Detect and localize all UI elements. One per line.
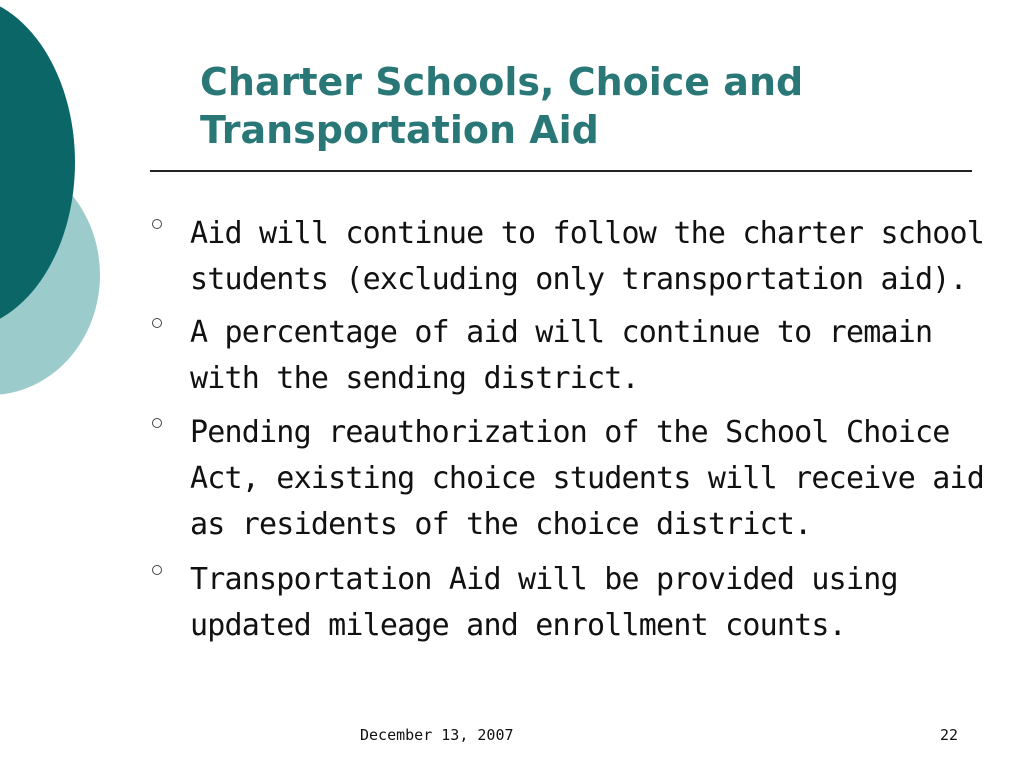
slide-title-line-1: Charter Schools, Choice and	[200, 60, 804, 104]
bullet-line: A percentage of aid will continue to remain	[190, 315, 933, 350]
bullet-line: Aid will continue to follow the charter school	[190, 216, 985, 251]
slide-title	[200, 58, 803, 154]
bullet-text	[190, 557, 898, 649]
bullet-circle-icon	[152, 565, 162, 575]
bullet-line: Act, existing choice students will receive aid	[190, 461, 985, 496]
bullet-circle-icon	[152, 418, 162, 428]
bullet-line: updated mileage and enrollment counts.	[190, 608, 846, 643]
bullet-text	[190, 310, 932, 402]
bullet-line: Pending reauthorization of the School Choice	[190, 415, 950, 450]
bullet-line: students (excluding only transportation aid).	[190, 262, 967, 297]
bullet-line: as residents of the choice district.	[190, 507, 812, 542]
footer-date: December 13, 2007	[360, 726, 514, 744]
bullet-line: Transportation Aid will be provided using	[190, 562, 898, 597]
bullet-text	[190, 211, 984, 303]
bullet-circle-icon	[152, 219, 162, 229]
bullet-text	[190, 410, 984, 548]
slide-page-number: 22	[940, 726, 959, 744]
title-divider	[150, 170, 972, 172]
bullet-circle-icon	[152, 318, 162, 328]
slide-title-line-2: Transportation Aid	[200, 108, 599, 152]
bullet-line: with the sending district.	[190, 361, 639, 396]
